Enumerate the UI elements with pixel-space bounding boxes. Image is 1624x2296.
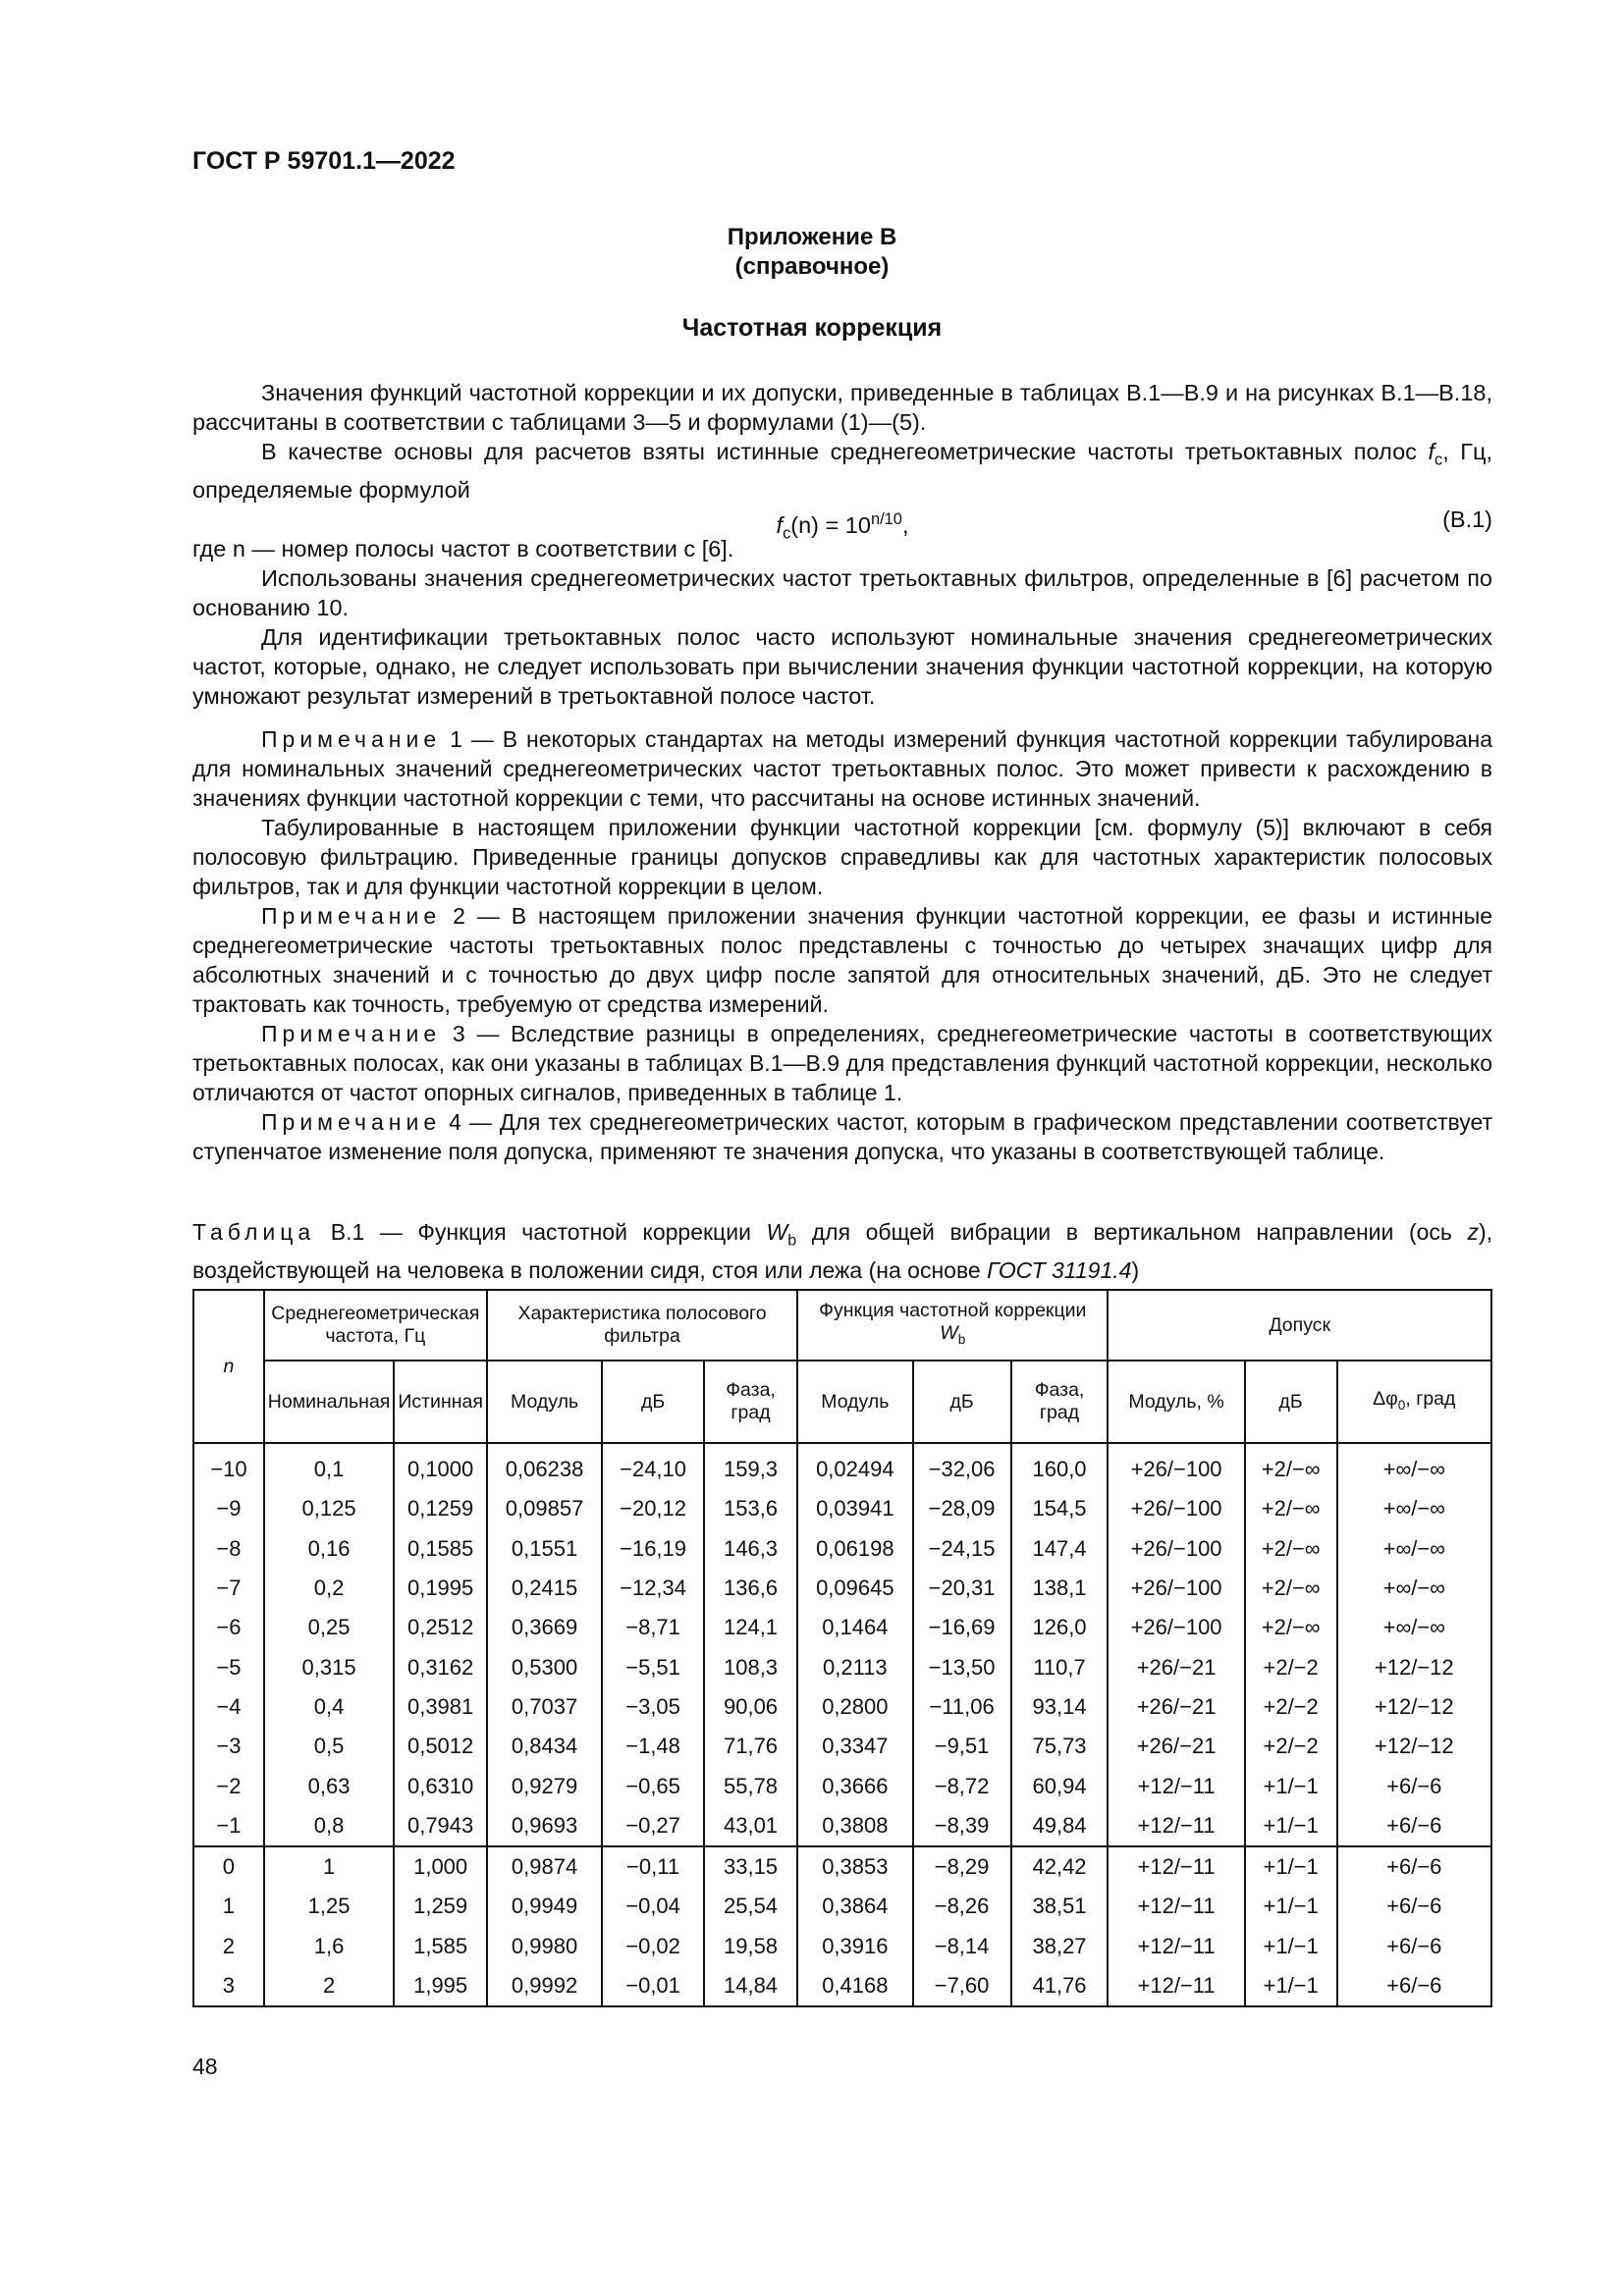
table-cell: +2/−∞ <box>1245 1443 1337 1489</box>
table-cell: 33,15 <box>704 1846 797 1887</box>
header-filter-db: дБ <box>602 1361 704 1443</box>
table-cell: +26/−100 <box>1108 1443 1244 1489</box>
table-row <box>193 1927 1491 1966</box>
table-cell: 0,9980 <box>487 1927 602 1966</box>
table-cell: −24,10 <box>602 1443 704 1489</box>
table-cell: +12/−11 <box>1108 1887 1244 1926</box>
table-cell: −9 <box>193 1489 264 1528</box>
table-cell: −20,12 <box>602 1489 704 1528</box>
table-cell: 124,1 <box>704 1608 797 1647</box>
table-cell: 0,1464 <box>797 1608 912 1647</box>
table-cell: 0,125 <box>264 1489 395 1528</box>
header-func-modulus: Модуль <box>797 1361 912 1443</box>
table-cell: 0,2113 <box>797 1647 912 1686</box>
table-cell: 0,3981 <box>394 1687 487 1727</box>
table-cell: −4 <box>193 1687 264 1727</box>
table-cell: 0,16 <box>264 1529 395 1569</box>
header-n: n <box>193 1290 264 1443</box>
table-cell: 0,4168 <box>797 1966 912 2006</box>
table-cell: +1/−1 <box>1245 1927 1337 1966</box>
table-cell: 43,01 <box>704 1806 797 1846</box>
table-cell: +2/−∞ <box>1245 1608 1337 1647</box>
table-cell: +12/−11 <box>1108 1846 1244 1887</box>
table-cell: 138,1 <box>1011 1569 1109 1608</box>
header-frequency: Среднегеометрическая частота, Гц <box>264 1290 487 1361</box>
table-cell: +6/−6 <box>1337 1966 1491 2006</box>
header-func-phase: Фаза, град <box>1011 1361 1109 1443</box>
table-cell: 1 <box>193 1887 264 1926</box>
table-cell: −8 <box>193 1529 264 1569</box>
table-cell: +12/−12 <box>1337 1727 1491 1766</box>
table-cell: +12/−11 <box>1108 1766 1244 1805</box>
appendix-kind: (справочное) <box>734 253 890 280</box>
header-tol-modulus: Модуль, % <box>1108 1361 1244 1443</box>
table-row <box>193 1966 1491 2006</box>
body-text <box>192 378 1492 1166</box>
table-row <box>193 1443 1491 1489</box>
table-cell: −32,06 <box>913 1443 1011 1489</box>
table-cell: 0,3808 <box>797 1806 912 1846</box>
table-cell: +1/−1 <box>1245 1966 1337 2006</box>
table-cell: +6/−6 <box>1337 1766 1491 1805</box>
table-caption: Таблица В.1 — Функция частотной коррекции $W_b$ для общей вибрации в вертикальном направлении (ось z), воздействующей на человека в положении сидя, стоя или лежа (на основе ГОСТ 31191.4) <box>192 1219 1493 1283</box>
table-cell: −2 <box>193 1766 264 1805</box>
note-2: Примечание 2 — В настоящем приложении значения функции частотной коррекции, ее фазы и истинные среднегеометрические частоты третьоктавных полос представлены с точностью до четырех значащих цифр для абсолютных значений и с точностью до двух цифр после запятой для относительных значений, дБ. Это не следует трактовать как точность, требуемую от средства измерений. <box>192 902 1493 1017</box>
header-nominal: Номинальная <box>264 1361 395 1443</box>
table-cell: +6/−6 <box>1337 1887 1491 1926</box>
paragraph: где n — номер полосы частот в соответствии с [6]. <box>192 535 734 561</box>
table-cell: 147,4 <box>1011 1529 1109 1569</box>
table-cell: −1 <box>193 1806 264 1846</box>
table-cell: −7 <box>193 1569 264 1608</box>
table-cell: −7,60 <box>913 1966 1011 2006</box>
table-cell: +12/−11 <box>1108 1966 1244 2006</box>
table-cell: +∞/−∞ <box>1337 1489 1491 1528</box>
table-cell: 0,3347 <box>797 1727 912 1766</box>
table-cell: 0,3669 <box>487 1608 602 1647</box>
table-cell: 1,25 <box>264 1887 395 1926</box>
table-cell: +1/−1 <box>1245 1846 1337 1887</box>
table-cell: −13,50 <box>913 1647 1011 1686</box>
table-cell: 0,2512 <box>394 1608 487 1647</box>
table-cell: 0,1259 <box>394 1489 487 1528</box>
table-cell: −16,69 <box>913 1608 1011 1647</box>
table-cell: −3,05 <box>602 1687 704 1727</box>
table-cell: 3 <box>193 1966 264 2006</box>
table-cell: 93,14 <box>1011 1687 1109 1727</box>
table-cell: 108,3 <box>704 1647 797 1686</box>
table-cell: −8,71 <box>602 1608 704 1647</box>
table-cell: −3 <box>193 1727 264 1766</box>
table-row <box>193 1489 1491 1528</box>
table-cell: 0,3666 <box>797 1766 912 1805</box>
appendix-heading: Частотная коррекция <box>681 314 943 342</box>
table-cell: −0,01 <box>602 1966 704 2006</box>
table-cell: 0,6310 <box>394 1766 487 1805</box>
table-cell: 0,3864 <box>797 1887 912 1926</box>
table-cell: 0,9279 <box>487 1766 602 1805</box>
table-cell: +2/−2 <box>1245 1647 1337 1686</box>
table-row <box>193 1846 1491 1887</box>
table-cell: +26/−21 <box>1108 1687 1244 1727</box>
table-cell: 153,6 <box>704 1489 797 1528</box>
note-4: Примечание 4 — Для тех среднегеометрических частот, которым в графическом представлении соответствует ступенчатое изменение поля допуска, применяют те значения допуска, что указаны в соответствующей таблице. <box>192 1108 1493 1164</box>
table-cell: 1,6 <box>264 1927 395 1966</box>
table-cell: +26/−21 <box>1108 1647 1244 1686</box>
table-cell: −8,39 <box>913 1806 1011 1846</box>
table-cell: 41,76 <box>1011 1966 1109 2006</box>
table-cell: 1,995 <box>394 1966 487 2006</box>
table-cell: 75,73 <box>1011 1727 1109 1766</box>
table-cell: +∞/−∞ <box>1337 1443 1491 1489</box>
table-cell: −11,06 <box>913 1687 1011 1727</box>
table-row <box>193 1887 1491 1926</box>
table-cell: −10 <box>193 1443 264 1489</box>
table-cell: 38,27 <box>1011 1927 1109 1966</box>
table-cell: 0,5 <box>264 1727 395 1766</box>
table-cell: 0,3162 <box>394 1647 487 1686</box>
table-cell: 0,09857 <box>487 1489 602 1528</box>
note-1-continued: Табулированные в настоящем приложении функции частотной коррекции [см. формулу (5)] включают в себя полосовую фильтрацию. Приведенные границы допусков справедливы как для частотных характеристик полосовых фильтров, так и для функции частотной коррекции в целом. <box>192 814 1492 899</box>
table-cell: 0,1995 <box>394 1569 487 1608</box>
table-cell: +1/−1 <box>1245 1806 1337 1846</box>
table-cell: +12/−12 <box>1337 1647 1491 1686</box>
header-tol-db: дБ <box>1245 1361 1337 1443</box>
table-cell: 2 <box>193 1927 264 1966</box>
table-cell: −0,04 <box>602 1887 704 1926</box>
table-cell: 136,6 <box>704 1569 797 1608</box>
table-row <box>193 1727 1491 1766</box>
paragraph: Для идентификации третьоктавных полос часто используют номинальные значения среднегеометрических частот, которые, однако, не следует использовать при вычислении значения функции частотной коррекции, на которую умножают результат измерений в третьоктавной полосе частот. <box>192 623 1492 709</box>
table-cell: −0,65 <box>602 1766 704 1805</box>
header-func-db: дБ <box>913 1361 1011 1443</box>
formula: $f_c(n) = 10^{n/10}$, (В.1) <box>776 506 1492 543</box>
table-cell: +2/−∞ <box>1245 1529 1337 1569</box>
table-cell: 19,58 <box>704 1927 797 1966</box>
table-cell: −20,31 <box>913 1569 1011 1608</box>
table-row <box>193 1806 1491 1846</box>
note-1: Примечание 1 — В некоторых стандартах на методы измерений функция частотной коррекции табулирована для номинальных значений среднегеометрических частот третьоктавных полос. Это может привести к расхождению в значениях функции частотной коррекции с теми, что рассчитаны на основе истинных значений. <box>192 725 1492 811</box>
table-cell: +26/−21 <box>1108 1727 1244 1766</box>
table-cell: 0,5012 <box>394 1727 487 1766</box>
table-cell: 0,06238 <box>487 1443 602 1489</box>
table-cell: −5,51 <box>602 1647 704 1686</box>
table-cell: 0,7943 <box>394 1806 487 1846</box>
table-cell: −0,27 <box>602 1806 704 1846</box>
table-cell: 0 <box>193 1846 264 1887</box>
frequency-weighting-table <box>192 1289 1492 2007</box>
table-row <box>193 1687 1491 1727</box>
table-cell: −12,34 <box>602 1569 704 1608</box>
table-cell: 38,51 <box>1011 1887 1109 1926</box>
table-cell: 0,9992 <box>487 1966 602 2006</box>
table-cell: +2/−2 <box>1245 1727 1337 1766</box>
table-row <box>193 1529 1491 1569</box>
table-cell: −24,15 <box>913 1529 1011 1569</box>
table-cell: +12/−12 <box>1337 1687 1491 1727</box>
table-cell: 0,8 <box>264 1806 395 1846</box>
table-cell: −1,48 <box>602 1727 704 1766</box>
table-cell: 1,000 <box>394 1846 487 1887</box>
table-cell: +26/−100 <box>1108 1489 1244 1528</box>
table-cell: 146,3 <box>704 1529 797 1569</box>
table-cell: 1,259 <box>394 1887 487 1926</box>
paragraph: Использованы значения среднегеометрических частот третьоктавных фильтров, определенные в [6] расчетом по основанию 10. <box>192 564 1492 620</box>
formula-number: (В.1) <box>1442 506 1492 532</box>
table-cell: 0,1 <box>264 1443 395 1489</box>
table-cell: 0,4 <box>264 1687 395 1727</box>
table-cell: 0,9693 <box>487 1806 602 1846</box>
table-cell: 0,5300 <box>487 1647 602 1686</box>
table-cell: 110,7 <box>1011 1647 1109 1686</box>
header-filter-modulus: Модуль <box>487 1361 602 1443</box>
table-cell: −16,19 <box>602 1529 704 1569</box>
table-cell: −8,29 <box>913 1846 1011 1887</box>
table-cell: +6/−6 <box>1337 1806 1491 1846</box>
table-body <box>193 1443 1491 2006</box>
table-cell: 0,9949 <box>487 1887 602 1926</box>
header-function: Функция частотной коррекции $W_b$ <box>797 1290 1108 1361</box>
table-cell: −6 <box>193 1608 264 1647</box>
table-cell: 2 <box>264 1966 395 2006</box>
table-row <box>193 1569 1491 1608</box>
table-cell: 0,09645 <box>797 1569 912 1608</box>
table-cell: +∞/−∞ <box>1337 1529 1491 1569</box>
table-cell: +12/−11 <box>1108 1806 1244 1846</box>
header-true: Истинная <box>394 1361 487 1443</box>
table-cell: −5 <box>193 1647 264 1686</box>
table-cell: +∞/−∞ <box>1337 1569 1491 1608</box>
table-cell: 0,02494 <box>797 1443 912 1489</box>
table-cell: 42,42 <box>1011 1846 1109 1887</box>
table-cell: 0,9874 <box>487 1846 602 1887</box>
table-cell: 0,8434 <box>487 1727 602 1766</box>
table-cell: −8,14 <box>913 1927 1011 1966</box>
table-cell: +12/−11 <box>1108 1927 1244 1966</box>
header-filter-phase: Фаза, град <box>704 1361 797 1443</box>
table-cell: 49,84 <box>1011 1806 1109 1846</box>
table-cell: −0,11 <box>602 1846 704 1887</box>
table-cell: +2/−∞ <box>1245 1489 1337 1528</box>
table-cell: +2/−2 <box>1245 1687 1337 1727</box>
table-cell: −9,51 <box>913 1727 1011 1766</box>
table-cell: 0,7037 <box>487 1687 602 1727</box>
table-cell: 1,585 <box>394 1927 487 1966</box>
table-cell: 0,25 <box>264 1608 395 1647</box>
table-cell: 0,03941 <box>797 1489 912 1528</box>
table-cell: 126,0 <box>1011 1608 1109 1647</box>
table-cell: +1/−1 <box>1245 1766 1337 1805</box>
table-cell: +6/−6 <box>1337 1846 1491 1887</box>
document-header: ГОСТ Р 59701.1—2022 <box>192 147 456 175</box>
table-cell: 71,76 <box>704 1727 797 1766</box>
table-cell: 55,78 <box>704 1766 797 1805</box>
table-cell: −8,26 <box>913 1887 1011 1926</box>
table-cell: +2/−∞ <box>1245 1569 1337 1608</box>
table-cell: 0,2 <box>264 1569 395 1608</box>
notes <box>192 724 1492 1166</box>
table-cell: 90,06 <box>704 1687 797 1727</box>
table-cell: 0,315 <box>264 1647 395 1686</box>
table-cell: 0,1551 <box>487 1529 602 1569</box>
table-cell: 154,5 <box>1011 1489 1109 1528</box>
table-cell: −28,09 <box>913 1489 1011 1528</box>
table-cell: 160,0 <box>1011 1443 1109 1489</box>
table-cell: 0,2415 <box>487 1569 602 1608</box>
table-cell: +∞/−∞ <box>1337 1608 1491 1647</box>
header-tolerance: Допуск <box>1108 1290 1491 1361</box>
paragraph: Значения функций частотной коррекции и их допуски, приведенные в таблицах В.1—В.9 и на рисунках В.1—В.18, рассчитаны в соответствии с таблицами 3—5 и формулами (1)—(5). <box>192 380 1492 435</box>
table-cell: −8,72 <box>913 1766 1011 1805</box>
header-tol-phase: $\Delta\varphi_0$, град <box>1337 1361 1491 1443</box>
table-cell: +26/−100 <box>1108 1529 1244 1569</box>
table-cell: 0,3853 <box>797 1846 912 1887</box>
table-cell: +1/−1 <box>1245 1887 1337 1926</box>
table-row <box>193 1608 1491 1647</box>
table-cell: 1 <box>264 1846 395 1887</box>
table-cell: 159,3 <box>704 1443 797 1489</box>
table-cell: 25,54 <box>704 1887 797 1926</box>
table-cell: 0,63 <box>264 1766 395 1805</box>
appendix-title: Приложение В <box>727 224 897 250</box>
table-cell: 14,84 <box>704 1966 797 2006</box>
table-cell: +26/−100 <box>1108 1608 1244 1647</box>
page-number: 48 <box>192 2054 218 2079</box>
table-cell: 0,1000 <box>394 1443 487 1489</box>
header-filter: Характеристика полосового фильтра <box>487 1290 797 1361</box>
note-3: Примечание 3 — Вследствие разницы в определениях, среднегеометрические частоты в соответствующих третьоктавных полосах, как они указаны в таблицах В.1—В.9 для представления функций частотной коррекции, несколько отличаются от частот опорных сигналов, приведенных в таблице 1. <box>192 1020 1492 1105</box>
table-row <box>193 1766 1491 1805</box>
table-cell: 0,3916 <box>797 1927 912 1966</box>
table-cell: −0,02 <box>602 1927 704 1966</box>
table-cell: 0,06198 <box>797 1529 912 1569</box>
table-cell: 0,2800 <box>797 1687 912 1727</box>
table-cell: 60,94 <box>1011 1766 1109 1805</box>
table-cell: +6/−6 <box>1337 1927 1491 1966</box>
table-cell: 0,1585 <box>394 1529 487 1569</box>
table-row <box>193 1647 1491 1686</box>
paragraph: В качестве основы для расчетов взяты истинные среднегеометрические частоты третьоктавных полос $f_c$, Гц, определяемые формулой <box>192 439 1493 503</box>
table-cell: +26/−100 <box>1108 1569 1244 1608</box>
